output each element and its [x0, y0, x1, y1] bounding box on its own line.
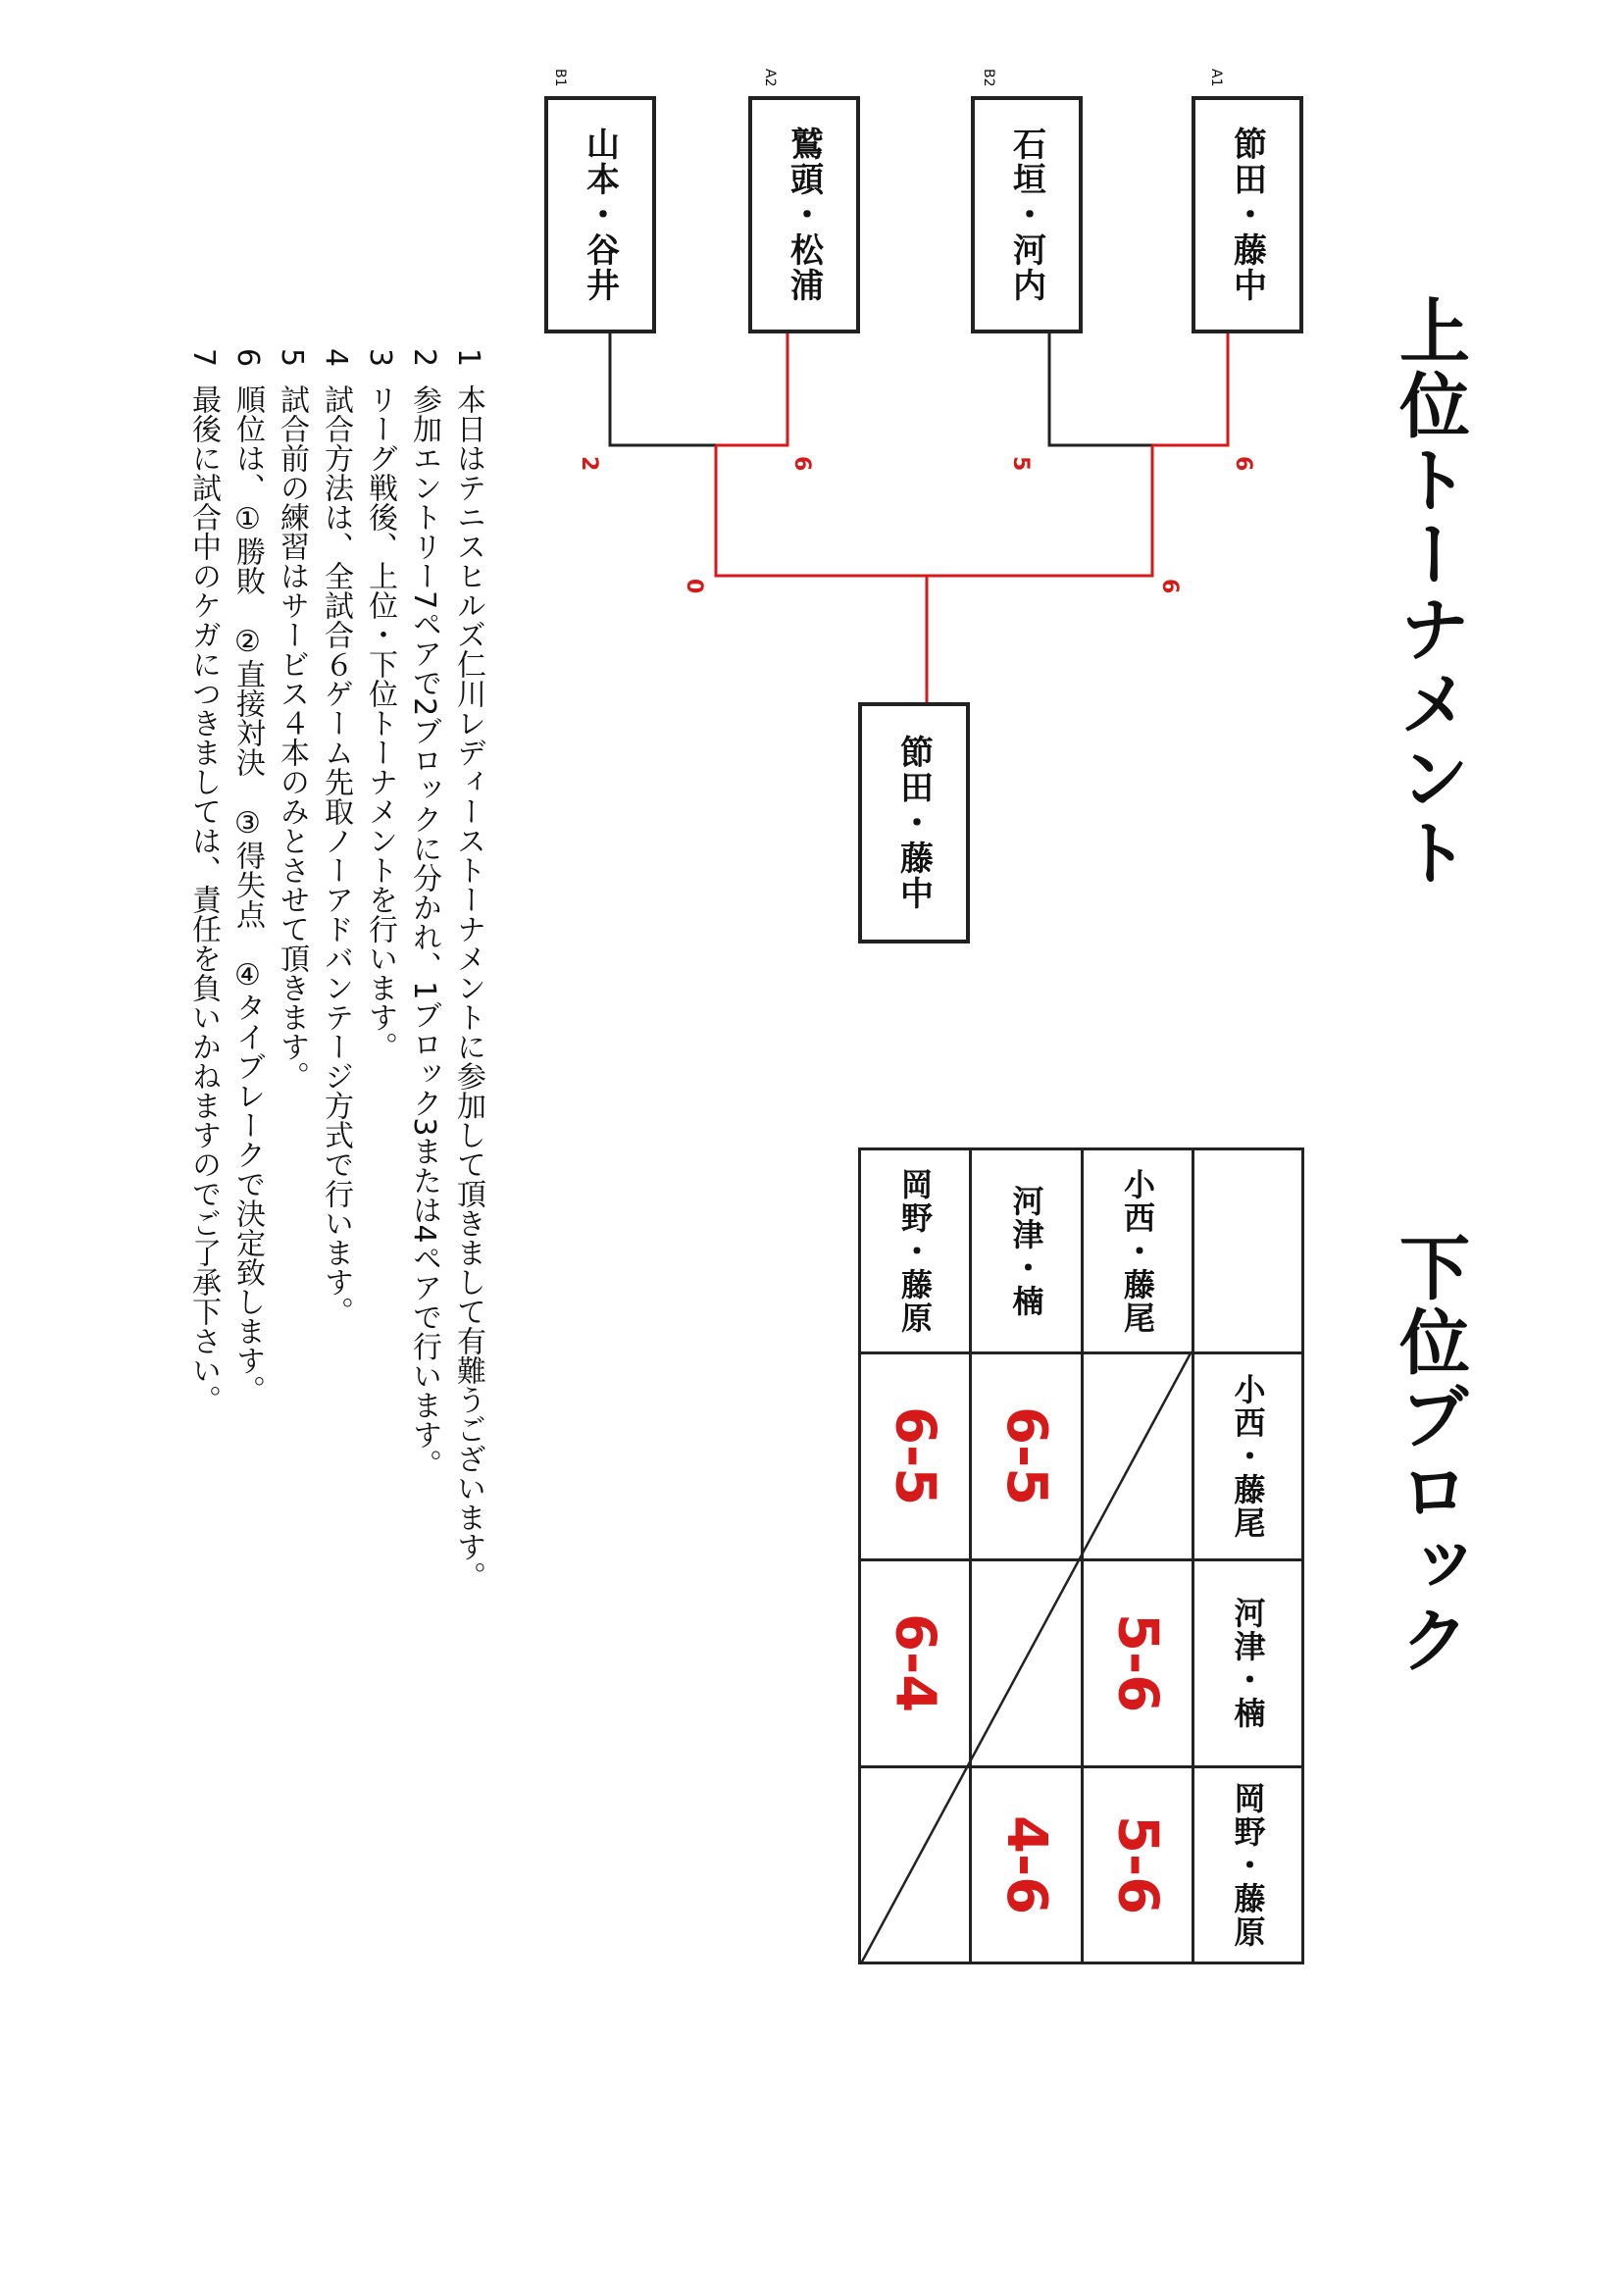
note-item-1 [451, 348, 485, 1592]
note-text: 試合前の練習はサービス４本のみとさせて頂きます。 [275, 384, 309, 1092]
score-a2: 6 [789, 456, 814, 472]
score-semi-bottom: 0 [682, 579, 706, 594]
player-label: 岡野・藤原 [1229, 1781, 1267, 1949]
seed-label-a2: A2 [762, 69, 778, 87]
note-text: 本日はテニスヒルズ仁川レディーストーナメントに参加して頂きまして有難うございます。 [451, 384, 485, 1592]
seed-label-b1: B1 [552, 69, 568, 87]
note-text: 最後に試合中のケガにつきましては、責任を負いかねますのでご了承下さい。 [186, 384, 221, 1415]
note-item-6 [230, 348, 265, 1405]
note-text: リーグ戦後、上位・下位トーナメントを行います。 [363, 384, 397, 1062]
player-label: 小西・藤尾 [1229, 1373, 1267, 1540]
score-b2: 5 [1008, 456, 1033, 472]
team-name: 節田・藤中 [1227, 127, 1267, 303]
note-item-5 [275, 348, 309, 1092]
score-b1: 2 [577, 456, 601, 472]
result-score: 5-6 [1105, 1814, 1170, 1915]
note-item-2 [407, 348, 441, 1479]
player-label: 小西・藤尾 [1119, 1167, 1156, 1335]
note-number: 2 [407, 348, 441, 368]
note-number: 5 [275, 348, 309, 368]
champion-name: 節田・藤中 [893, 735, 934, 911]
note-text: 参加エントリー7ペアで2ブロックに分かれ、1ブロック3または4ペアで行います。 [407, 384, 441, 1479]
result-score: 5-6 [1105, 1613, 1170, 1713]
note-number: 4 [319, 348, 353, 368]
tournament-title: 上位トーナメント [1388, 294, 1470, 891]
team-name: 山本・谷井 [580, 127, 620, 303]
note-number: 7 [186, 348, 221, 368]
note-number: 1 [451, 348, 485, 368]
result-score: 6-5 [994, 1406, 1058, 1506]
score-a1: 6 [1231, 456, 1255, 472]
seed-label-b2: B2 [981, 69, 996, 87]
note-item-4 [319, 348, 353, 1327]
note-number: 6 [230, 348, 265, 368]
result-score: 6-4 [883, 1613, 947, 1713]
seed-label-a1: A1 [1208, 69, 1224, 87]
player-label: 河津・楠 [1007, 1184, 1045, 1318]
note-item-7 [186, 348, 221, 1415]
score-semi-top: 6 [1157, 579, 1182, 594]
player-label: 岡野・藤原 [896, 1167, 934, 1335]
player-label: 河津・楠 [1229, 1597, 1267, 1730]
note-text: 試合方法は、全試合６ゲーム先取ノーアドバンテージ方式で行います。 [319, 384, 353, 1327]
team-name: 石垣・河内 [1006, 127, 1046, 303]
lower-block-title: 下位ブロック [1388, 1231, 1470, 1678]
note-item-3 [363, 348, 397, 1062]
result-score: 6-5 [883, 1406, 947, 1506]
result-score: 4-6 [994, 1814, 1058, 1915]
note-text: 順位は、①勝敗 ②直接対決 ③得失点 ④タイブレークで決定致します。 [230, 384, 265, 1405]
note-number: 3 [363, 348, 397, 368]
team-name: 鷲頭・松浦 [784, 127, 824, 303]
